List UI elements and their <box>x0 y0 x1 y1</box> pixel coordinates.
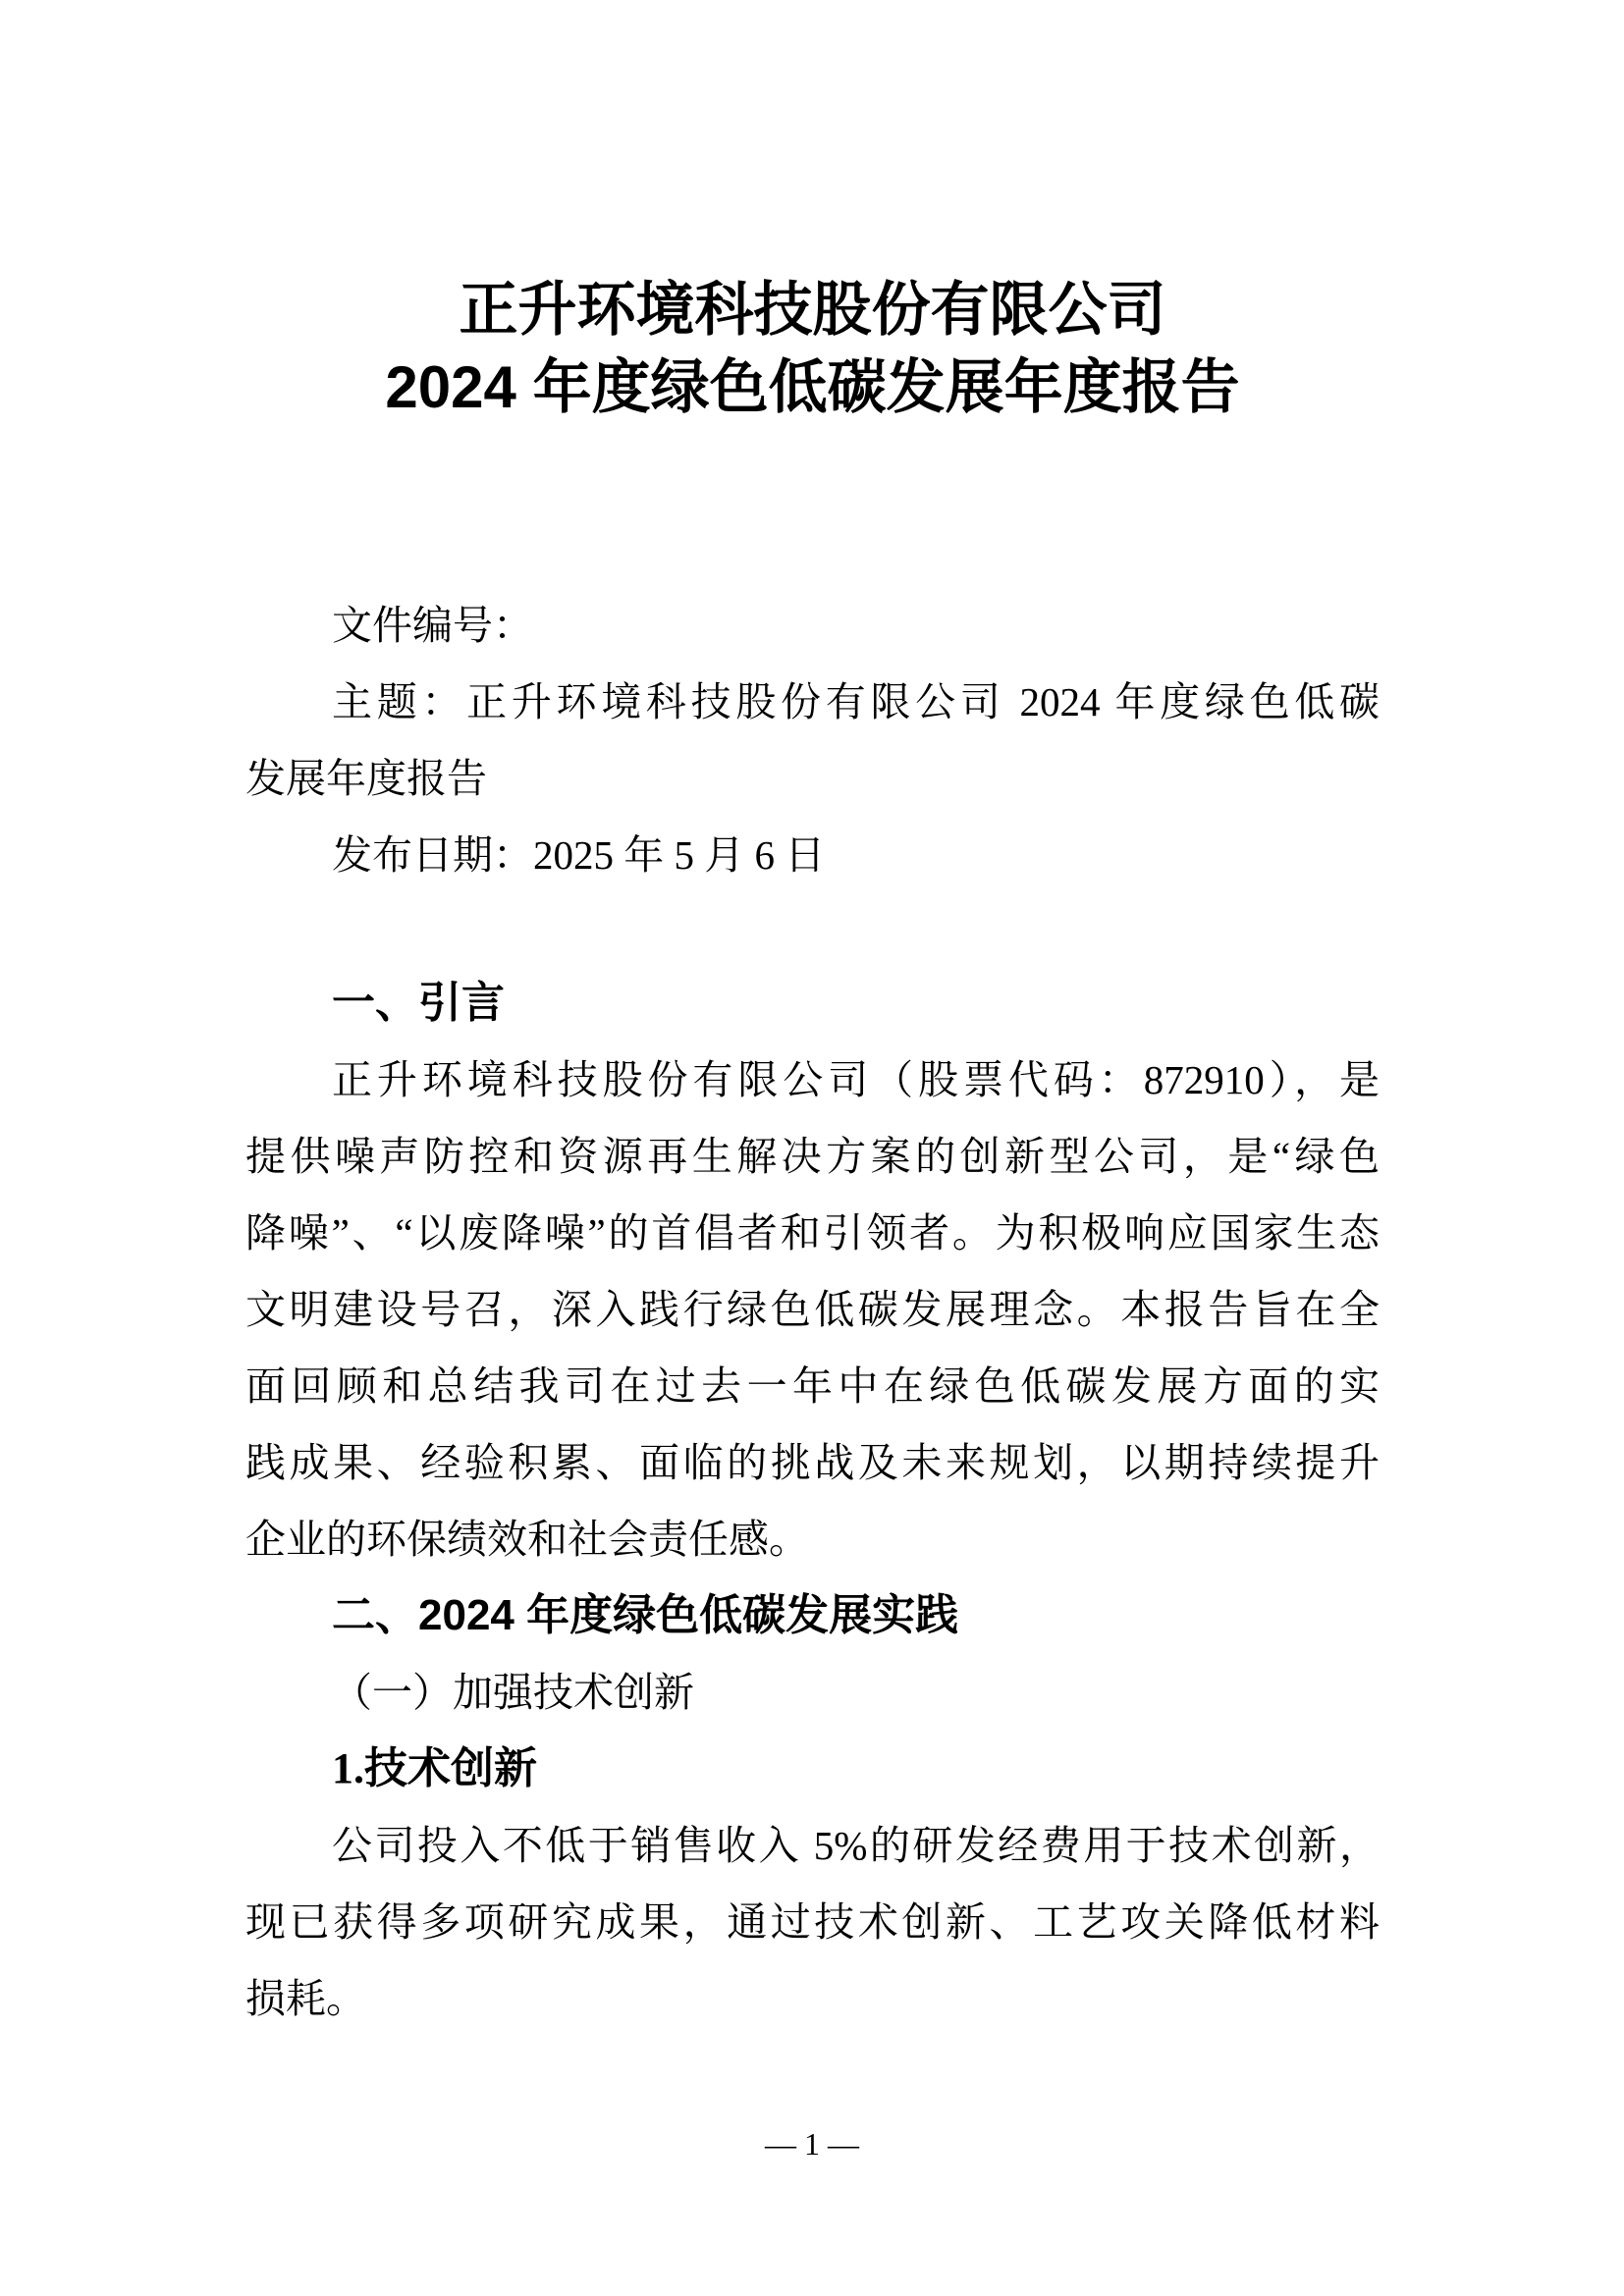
subject-line-1: 主题：正升环境科技股份有限公司 2024 年度绿色低碳 <box>332 679 1380 724</box>
subsection-heading: （一）加强技术创新 <box>332 1670 694 1715</box>
section-heading-1: 一、引言 <box>332 979 505 1027</box>
document-title <box>245 271 1380 426</box>
tech-line: 损耗。 <box>245 1976 366 2021</box>
doc-number-line: 文件编号： <box>332 603 533 648</box>
intro-line: 提供噪声防控和资源再生解决方案的创新型公司，是“绿色 <box>245 1134 1380 1179</box>
publish-date-line: 发布日期：2025 年 5 月 6 日 <box>332 832 826 878</box>
subject-line-2: 发展年度报告 <box>245 756 487 801</box>
title-line-2: 2024 年度绿色低碳发展年度报告 <box>385 354 1240 420</box>
document-content <box>245 0 1380 2037</box>
section-introduction <box>245 965 1380 1577</box>
document-meta <box>245 587 1380 893</box>
intro-line: 面回顾和总结我司在过去一年中在绿色低碳发展方面的实 <box>245 1363 1380 1409</box>
tech-line: 现已获得多项研究成果，通过技术创新、工艺攻关降低材料 <box>245 1899 1380 1945</box>
tech-line: 公司投入不低于销售收入 5%的研发经费用于技术创新， <box>332 1823 1380 1868</box>
intro-line: 企业的环保绩效和社会责任感。 <box>245 1517 809 1562</box>
subsection-heading-numbered: 1.技术创新 <box>332 1744 537 1792</box>
section-practice <box>245 1577 1380 2037</box>
intro-line: 正升环境科技股份有限公司（股票代码：872910），是 <box>332 1057 1380 1102</box>
intro-line: 降噪”、“以废降噪”的首倡者和引领者。为积极响应国家生态 <box>245 1210 1380 1255</box>
intro-line: 文明建设号召，深入践行绿色低碳发展理念。本报告旨在全 <box>245 1287 1380 1332</box>
page-number: — 1 — <box>765 2126 859 2162</box>
title-line-1: 正升环境科技股份有限公司 <box>459 277 1166 343</box>
intro-line: 践成果、经验积累、面临的挑战及未来规划，以期持续提升 <box>245 1440 1380 1485</box>
section-heading-2: 二、2024 年度绿色低碳发展实践 <box>332 1591 959 1639</box>
